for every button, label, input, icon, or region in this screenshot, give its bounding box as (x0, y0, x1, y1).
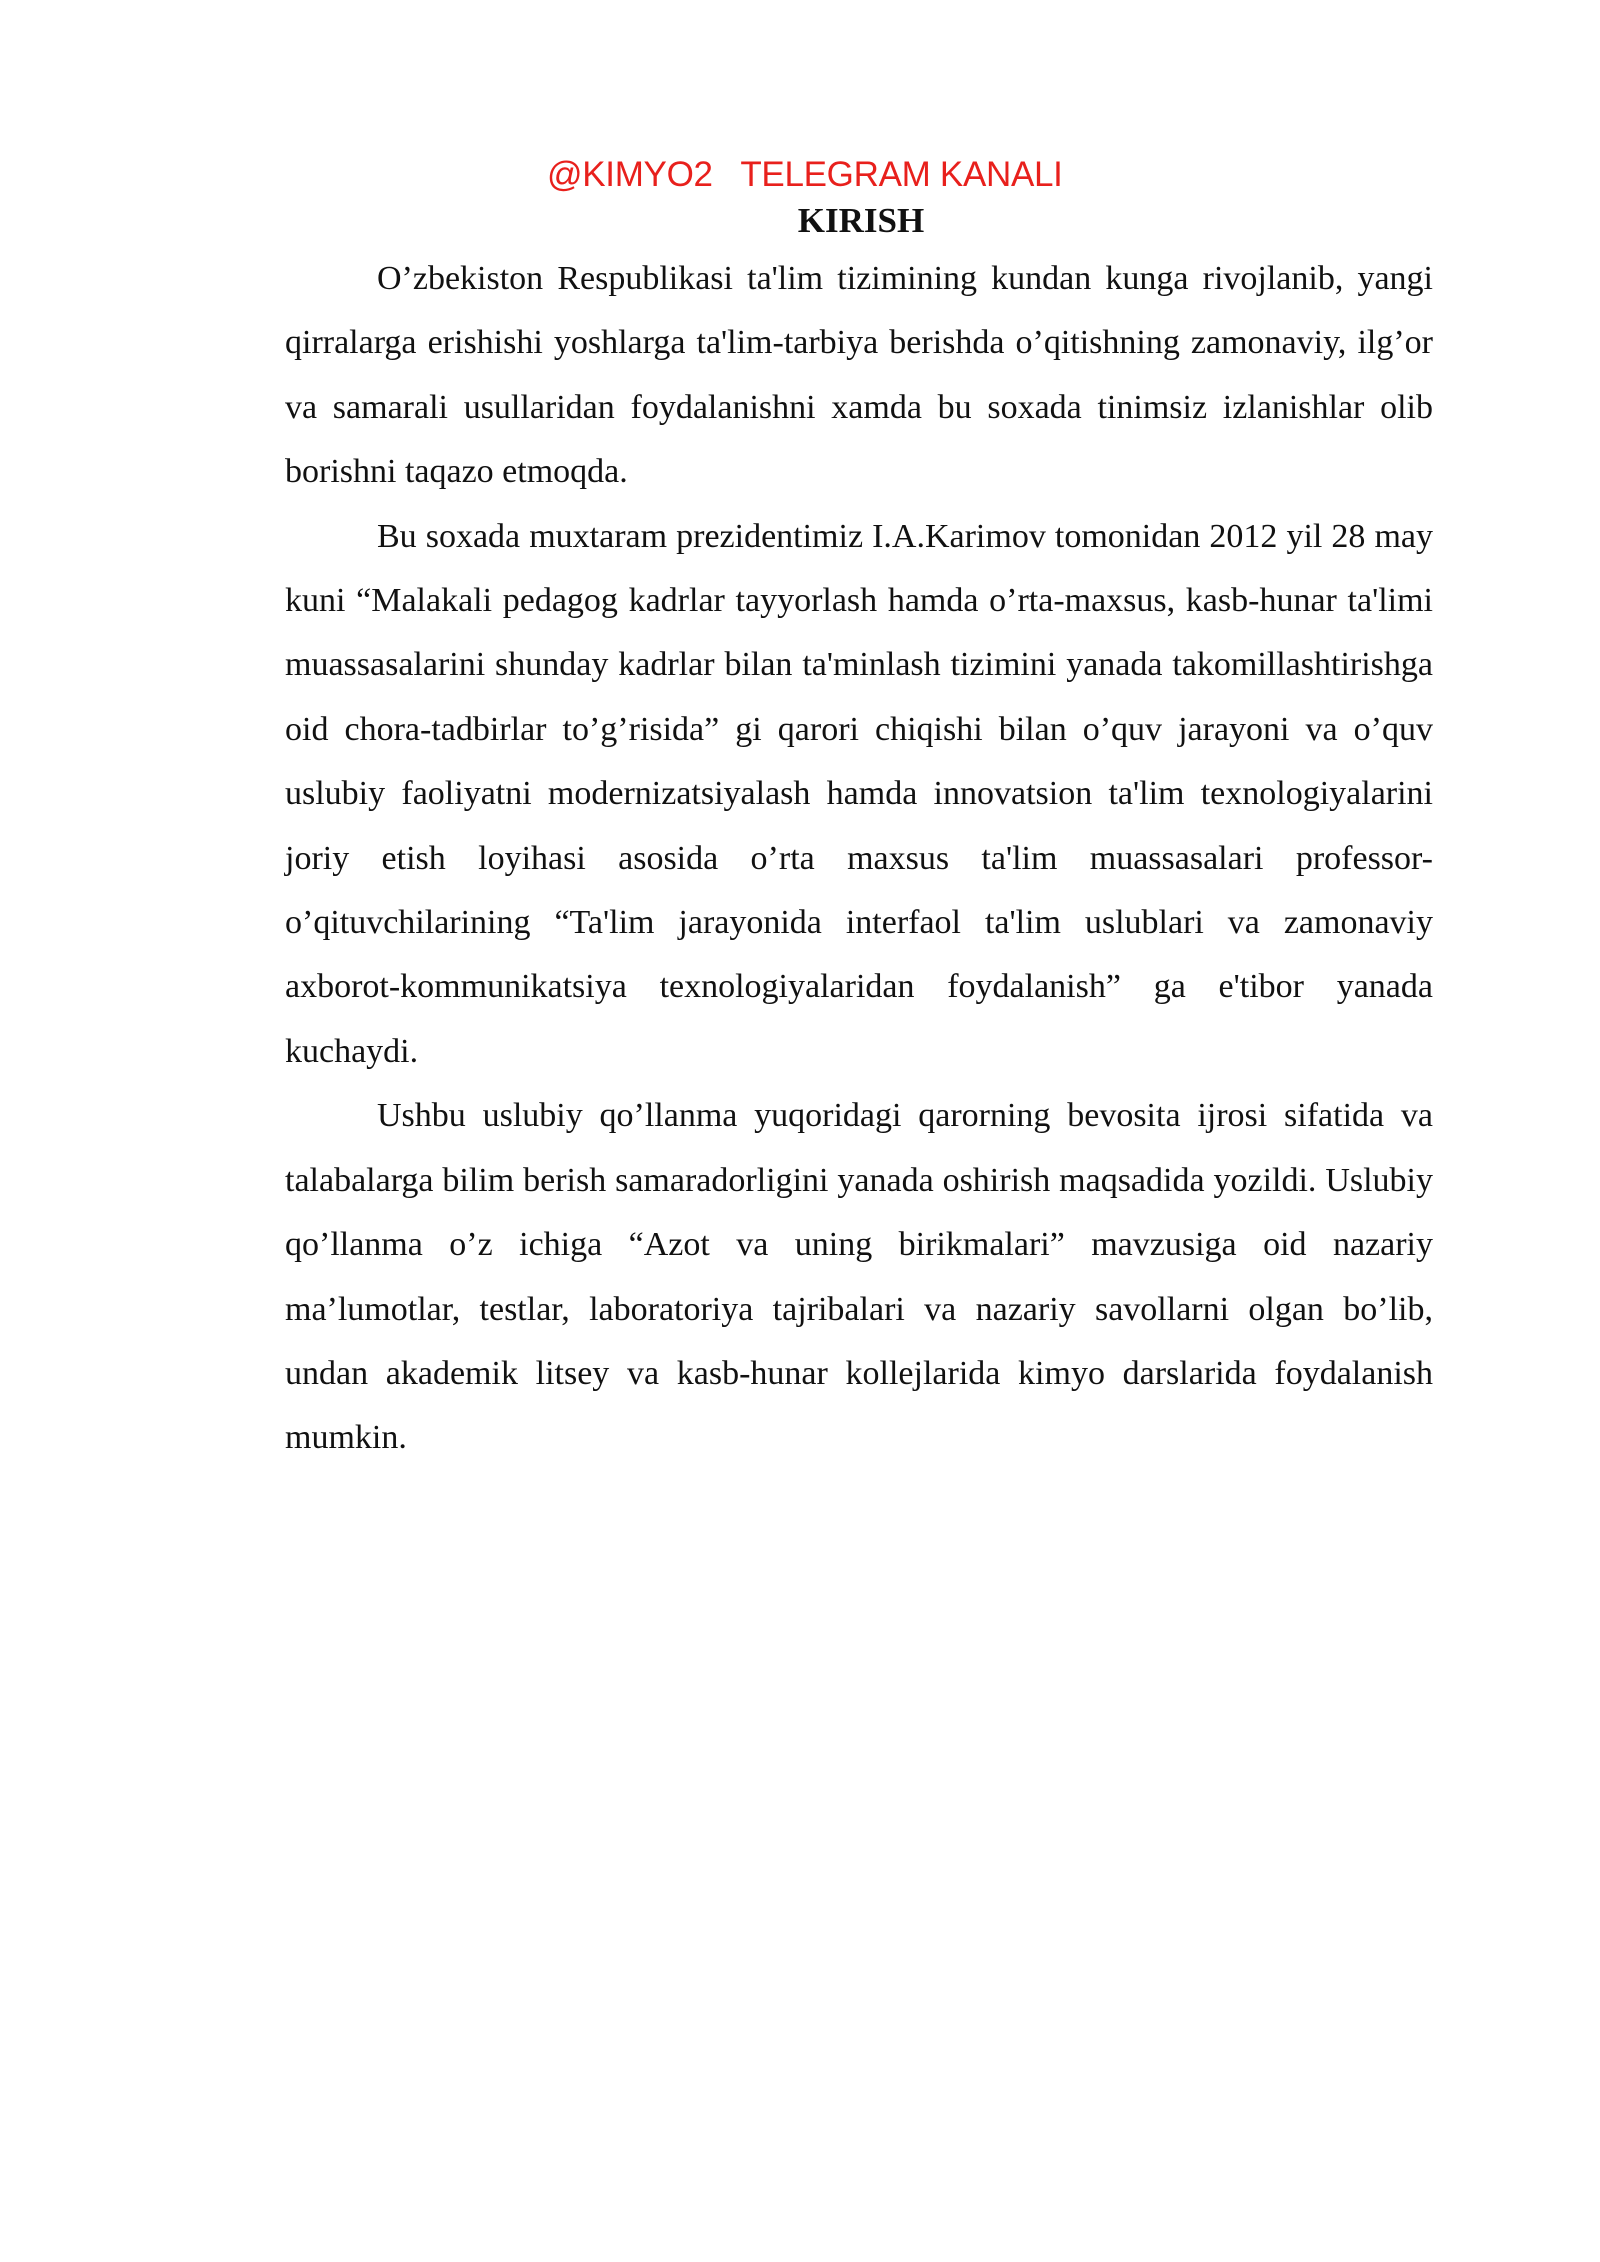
paragraph-purpose: Ushbu uslubiy qo’llanma yuqoridagi qarorning bevosita ijrosi sifatida va talabalarga bilim berish samaradorligini yanada oshirish maqsadida yozildi. Uslubiy qo’llanma o’z ichiga “Azot va uning birikmalari” mavzusiga oid nazariy ma’lumotlar, testlar, laboratoriya tajribalari va nazariy savollarni olgan bo’lib, undan akademik litsey va kasb-hunar kollejlarida kimyo darslarida foydalanish mumkin. (285, 1097, 1433, 1457)
channel-header (0, 150, 1600, 200)
paragraph-intro: O’zbekiston Respublikasi ta'lim tizimining kundan kunga rivojlanib, yangi qirralarga erishishi yoshlarga ta'lim-tarbiya berishda o’qitishning zamonaviy, ilg’or va samarali usullaridan foydalanishni xamda bu soxada tinimsiz izlanishlar olib borishni taqazo etmoqda. (285, 260, 1433, 491)
document-body (285, 247, 1433, 1471)
telegram-channel-label (547, 154, 1063, 196)
channel-handle: @KIMYO2 (547, 155, 713, 194)
channel-name: TELEGRAM KANALI (740, 155, 1063, 194)
document-title: KIRISH (797, 201, 925, 240)
paragraph-decree: Bu soxada muxtaram prezidentimiz I.A.Karimov tomonidan 2012 yil 28 may kuni “Malakali pedagog kadrlar tayyorlash hamda o’rta-maxsus, kasb-hunar ta'limi muassasalarini shunday kadrlar bilan ta'minlash tizimini yanada takomillashtirishga oid chora-tadbirlar to’g’risida” gi qarori chiqishi bilan o’quv jarayoni va o’quv uslubiy faoliyatni modernizatsiyalash hamda innovatsion ta'lim texnologiyalarini joriy etish loyihasi asosida o’rta maxsus ta'lim muassasalari professor-o’qituvchilarining “Ta'lim jarayonida interfaol ta'lim uslublari va zamonaviy axborot-kommunikatsiya texnologiyalaridan foydalanish” ga e'tibor yanada kuchaydi. (285, 517, 1433, 1070)
